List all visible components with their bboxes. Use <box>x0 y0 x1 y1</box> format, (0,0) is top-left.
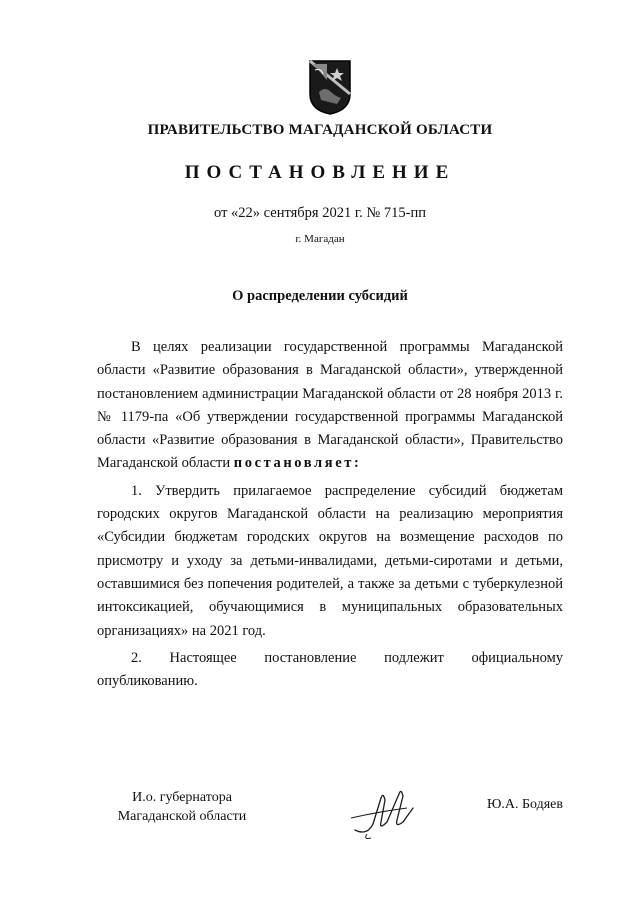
document-city: г. Магадан <box>295 233 345 245</box>
signatory-role <box>97 788 267 826</box>
document-body <box>97 336 563 693</box>
document-subject: О распределении субсидий <box>232 288 408 304</box>
government-title: ПРАВИТЕЛЬСТВО МАГАДАНСКОЙ ОБЛАСТИ <box>147 122 493 138</box>
signatory-role-line-2: Магаданской области <box>117 809 247 824</box>
preamble-paragraph <box>97 336 563 476</box>
resolves-word: постановляет: <box>233 455 362 472</box>
handwritten-signature <box>347 778 427 842</box>
magadan-coat-of-arms-icon <box>307 58 353 116</box>
item-1-paragraph: 1. Утвердить прилагаемое распределение субсидий бюджетам городских округов Магаданской области на реализацию мероприятия «Субсидии бюджетам городских округов на возмещение расходов по присмотру и уходу за детьми-инвалидами, детьми-сиротами и детьми, оставшимися без попечения родителей, а также за детьми с туберкулезной интоксикацией, обучающимися в муниципальных образовательных организациях» на 2021 год. <box>97 482 563 639</box>
signatory-name: Ю.А. Бодяев <box>486 797 563 812</box>
preamble-text: В целях реализации государственной программы Магаданской области «Развитие образования в Магаданской области», утвержденной постановлением администрации Магаданской области от 28 ноября 2013 г. № 1179-па «Об утверждении государственной программы Магаданской области «Развитие образования в Магаданской области», Правительство Магаданской области <box>97 339 563 472</box>
item-2-paragraph: 2. Настоящее постановление подлежит официальному опубликованию. <box>97 649 563 690</box>
document-type: ПОСТАНОВЛЕНИЕ <box>184 162 456 183</box>
document-date-number: от «22» сентября 2021 г. № 715-пп <box>214 205 426 221</box>
signatory-role-line-1: И.о. губернатора <box>132 790 232 805</box>
